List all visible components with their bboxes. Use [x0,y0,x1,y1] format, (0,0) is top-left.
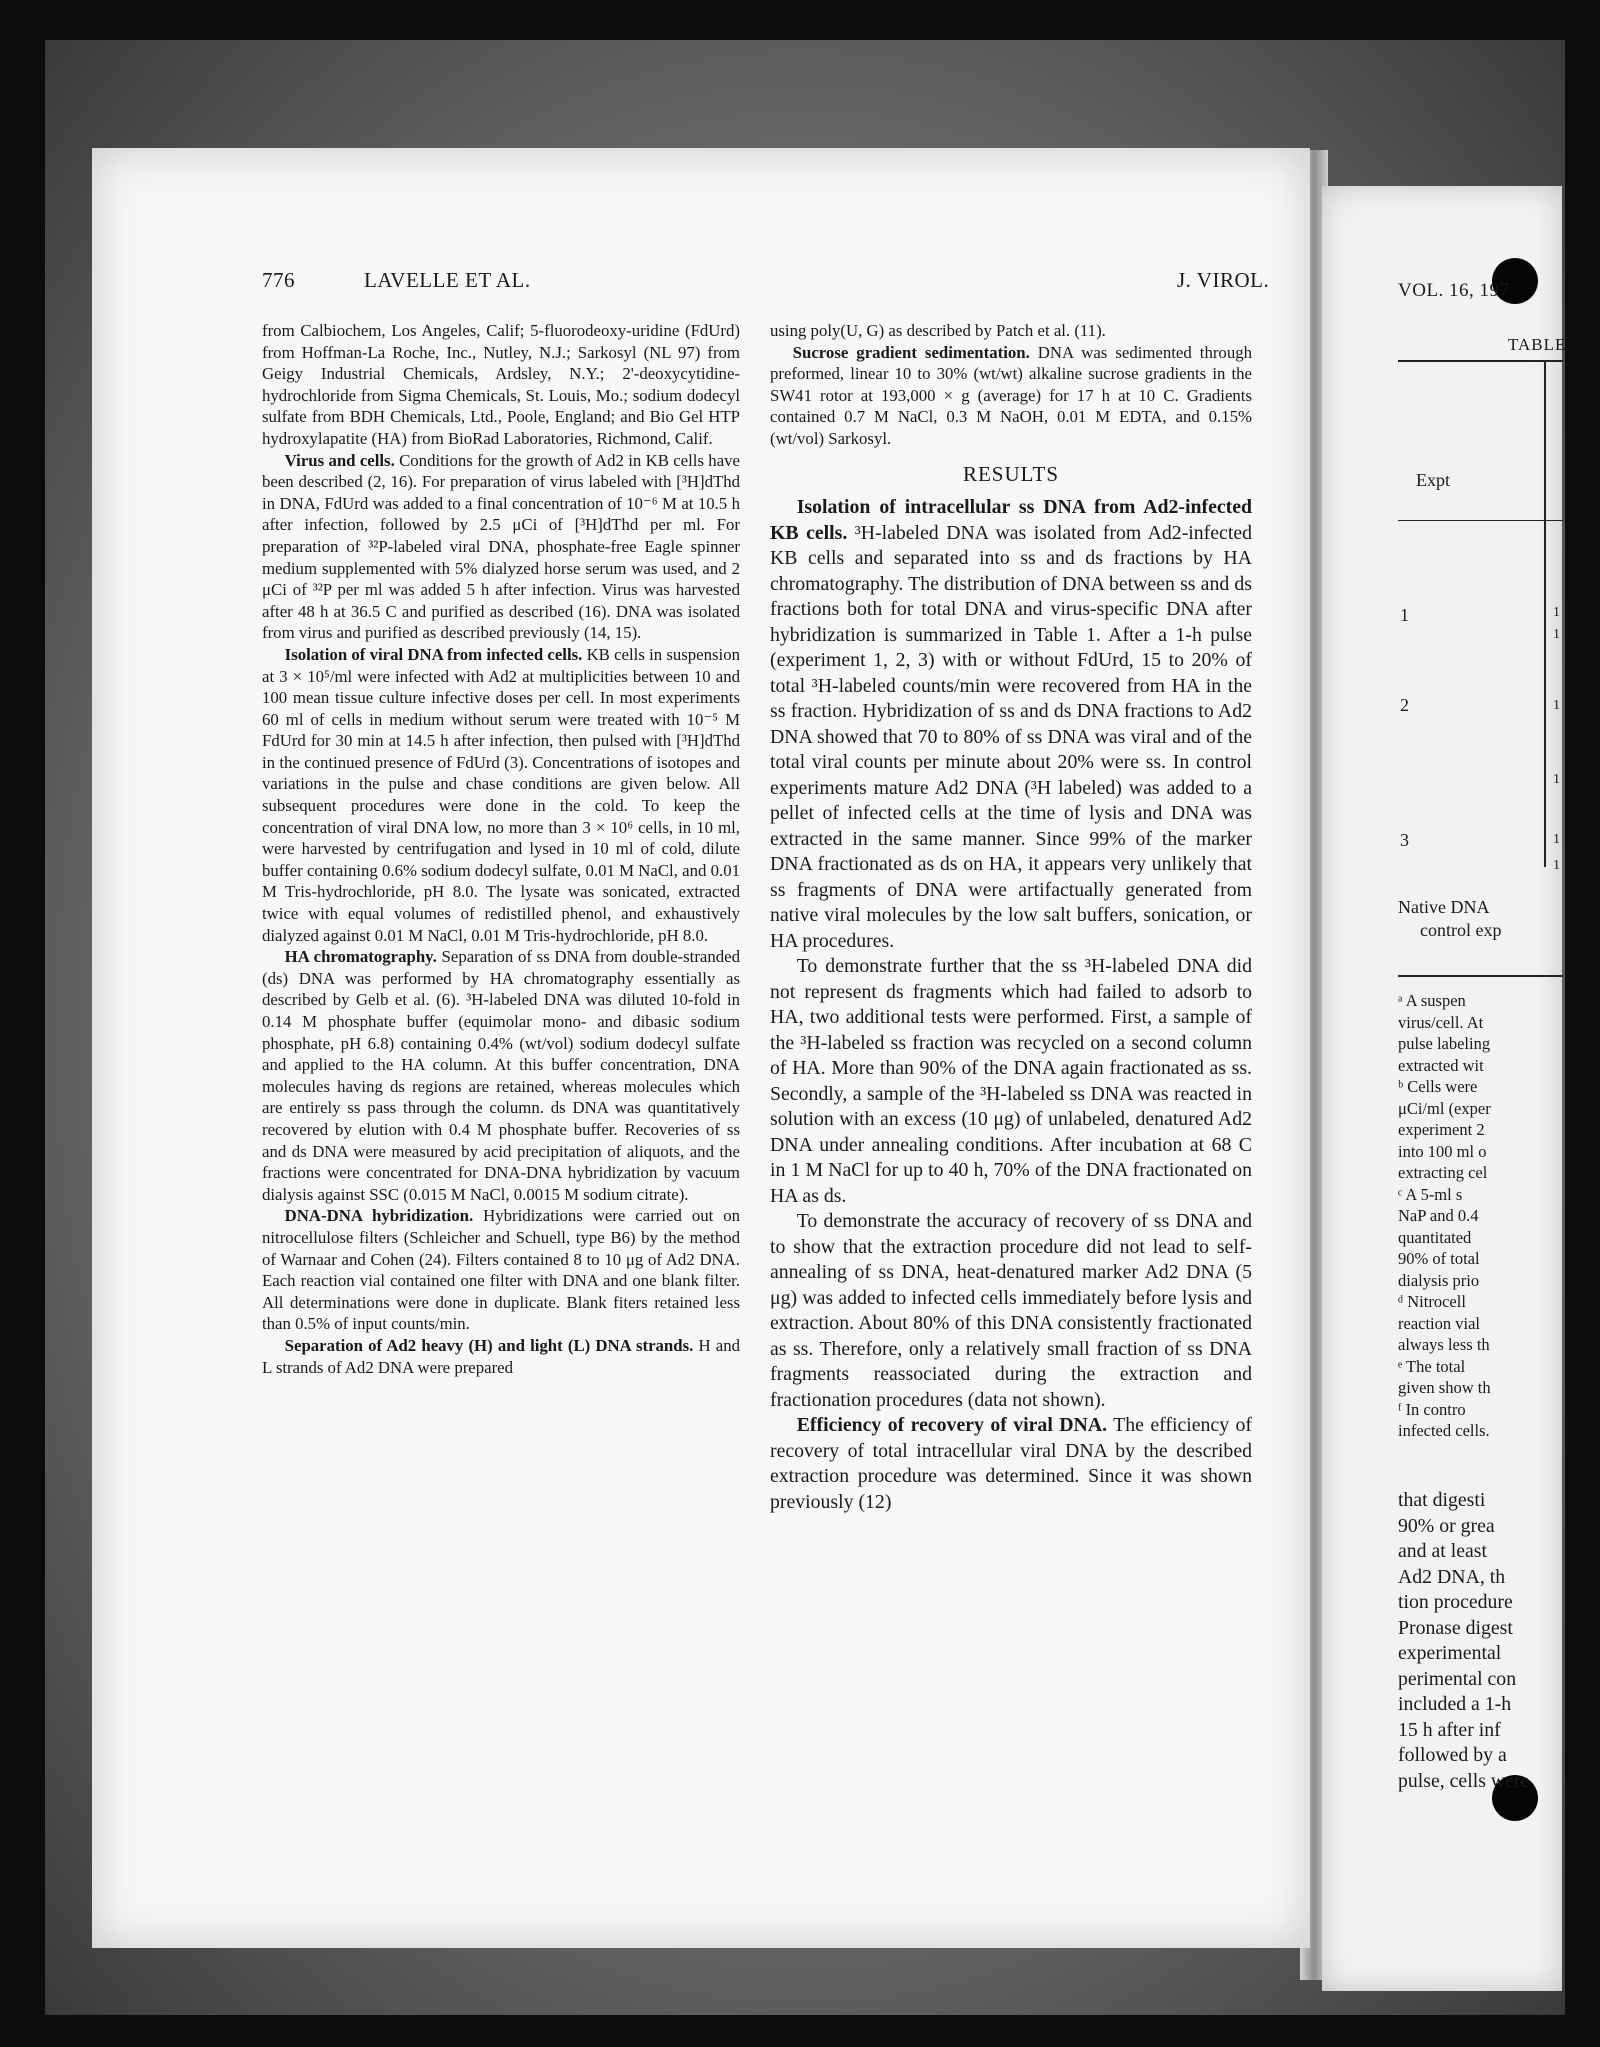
table-cell-fragment: 1 [1553,832,1560,847]
paragraph: from Calbiochem, Los Angeles, Calif; 5-fluorodeoxy-uridine (FdUrd) from Hoffman-La Roche, Inc., Nutley, N.J.; Sarkosyl (NL 97) from Geigy Industrial Chemicals, Ardsley, N.Y.; 2'-deoxycytidine-hydrochloride from Sigma Chemicals, St. Louis, Mo.; sodium dodecyl sulfate from BDH Chemicals, Ltd., Poole, England; and Bio Gel HTP hydroxylapatite (HA) from BioRad Laboratories, Richmond, Calif. [262,321,740,448]
table-row-2: 2 [1400,695,1409,715]
running-authors: LAVELLE ET AL. [364,268,531,292]
table-rule-bottom [1398,975,1563,977]
paragraph: Sucrose gradient sedimentation. DNA was sedimented through preformed, linear 10 to 30% (wt/wt) alkaline sucrose gradients in the SW41 rotor at 193,000 × g (average) for 17 h at 10 C. Gradients contained 0.7 M NaCl, 0.3 M NaOH, 0.01 M EDTA, and 0.15% (wt/vol) Sarkosyl. [770,342,1252,448]
right-column [770,320,1252,1515]
table-footnotes: ᵃ A suspen virus/cell. At pulse labeling extracted wit ᵇ Cells were μCi/ml (exper experiment 2 into 100 ml o extracting cel ᶜ A 5-ml s NaP and 0.4 quantitated 90% of total dialysis prio ᵈ Nitrocell reaction vial always less th ᵉ The total given show th ᶠ In contro infected cells. [1398,991,1491,1440]
table-rule-top [1398,360,1563,362]
table-cell-fragment: 1 [1553,772,1560,787]
table-column-rule [1544,362,1546,867]
table-cell-fragment: 1 [1553,627,1560,642]
paragraph: Isolation of intracellular ss DNA from Ad2-infected KB cells. ³H-labeled DNA was isolated from Ad2-infected KB cells and separated into ss and ds fractions by HA chromatography. The distribution of DNA between ss and ds fractions both for total DNA and virus-specific DNA after hybridization is summarized in Table 1. After a 1-h pulse (experiment 1, 2, 3) with or without FdUrd, 15 to 20% of total ³H-labeled counts/min were recovered from HA in the ss fraction. Hybridization of ss and ds DNA fractions to Ad2 DNA showed that 70 to 80% of ss DNA was viral and of the total viral counts per minute about 20% were ss. In control experiments mature Ad2 DNA (³H labeled) was added to a pellet of infected cells at the time of lysis and DNA was extracted in the same manner. Since 99% of the marker DNA fractionated as ds on HA, it appears very unlikely that ss fragments of DNA were artifactually generated from native viral molecules by the low salt buffers, sonication, or HA procedures. [770,496,1252,952]
facing-table-title: TABLE [1508,335,1567,354]
paragraph: Efficiency of recovery of viral DNA. The efficiency of recovery of total intracellular viral DNA by the described extraction procedure was determined. Since it was shown previously (12) [770,1414,1253,1513]
table-cell-fragment: 1 [1553,858,1560,873]
table-cell-fragment: 1 [1553,605,1560,620]
table-row-1: 1 [1400,605,1409,625]
paragraph: To demonstrate further that the ss ³H-labeled DNA did not represent ds fragments which had failed to adsorb to HA, two additional tests were performed. First, a sample of the ³H-labeled ss fraction was recycled on a second column of HA. More than 90% of the DNA again fractionated as ss. Secondly, a sample of the ³H-labeled ss DNA was reacted in solution with an excess (10 μg) of unlabeled, denatured Ad2 DNA under annealing conditions. After incubation at 68 C in 1 M NaCl for up to 40 h, 70% of the DNA fractionated on HA as ds. [770,955,1252,1207]
table-cell-fragment: 1 [1553,698,1560,713]
paragraph: DNA-DNA hybridization. Hybridizations were carried out on nitrocellulose filters (Schleicher and Schuell, type B6) by the method of Warnaar and Cohen (24). Filters contained 8 to 10 μg of Ad2 DNA. Each reaction vial contained one filter with DNA and one blank filter. All determinations were done in duplicate. Blank fiters retained less than 0.5% of input counts/min. [262,1206,740,1334]
results-heading: RESULTS [962,461,1060,486]
table-col-header: Expt [1416,470,1450,490]
table-native-label-2: control exp [1420,920,1502,940]
paragraph: HA chromatography. Separation of ss DNA from double-stranded (ds) DNA was performed by HA chromatography essentially as described by Gelb et al. (6). ³H-labeled DNA was diluted 10-fold in 0.14 M phosphate buffer (equimolar mono- and dibasic sodium phosphate, pH 6.8) containing 0.4% (wt/vol) sodium dodecyl sulfate and applied to the HA column. At this buffer concentration, DNA molecules having ds regions are retained, whereas molecules which are entirely ss pass through the column. ds DNA was quantitatively recovered by elution with 0.4 M phosphate buffer. Recoveries of ss and ds DNA were measured by acid precipitation of aliquots, and the fractions were concentrated for DNA-DNA hybridization by vacuum dialysis against SSC (0.015 M NaCl, 0.0015 M sodium citrate). [262,947,740,1204]
paragraph: Virus and cells. Conditions for the growth of Ad2 in KB cells have been described (2, 16). For preparation of virus labeled with [³H]dThd in DNA, FdUrd was added to a final concentration of 10⁻⁶ M at 10.5 h after infection, followed by 2.5 μCi of [³H]dThd per ml. For preparation of ³²P-labeled viral DNA, phosphate-free Eagle spinner medium supplemented with 5% dialyzed horse serum was used, and 2 μCi of ³²P per ml was added 5 h after infection. Virus was harvested after 48 h at 36.5 C and purified as described (16). DNA was isolated from virus and purified as described previously (14, 15). [262,450,740,643]
paragraph: To demonstrate the accuracy of recovery of ss DNA and to show that the extraction procedure did not lead to self-annealing of ss DNA, heat-denatured marker Ad2 DNA (5 μg) was added to infected cells immediately before lysis and extraction. About 80% of this DNA consistently fractionated as ss. Therefore, only a relatively small fraction of ss DNA fragments reassociated during the extraction and fractionation procedures (data not shown). [770,1210,1252,1411]
facing-body-text: that digesti 90% or grea and at least Ad2 DNA, th tion procedure Pronase digest experimental perimental con included a 1-h 15 h after inf followed by a pulse, cells were [1398,1489,1530,1792]
left-column [262,320,740,1378]
table-native-label: Native DNA [1398,897,1490,917]
paragraph: Separation of Ad2 heavy (H) and light (L) DNA strands. H and L strands of Ad2 DNA were prepared [262,1335,740,1377]
paragraph: using poly(U, G) as described by Patch et al. (11). [770,321,1106,340]
page-number: 776 [262,268,295,292]
running-journal: J. VIROL. [1177,268,1270,292]
paragraph: Isolation of viral DNA from infected cells. KB cells in suspension at 3 × 10⁵/ml were infected with Ad2 at multiplicities between 10 and 100 mean tissue culture infective doses per cell. In most experiments 60 ml of cells in medium without serum were treated with 10⁻⁵ M FdUrd for 30 min at 14.5 h after infection, then pulsed with [³H]dThd in the continued presence of FdUrd (3). Concentrations of isotopes and variations in the pulse and chase conditions are given below. All subsequent procedures were done in the cold. To keep the concentration of viral DNA low, no more than 3 × 10⁶ cells, in 10 ml, were harvested by centrifugation and lysed in 10 ml of cold, dilute buffer containing 0.6% sodium dodecyl sulfate, 0.01 M NaCl, and 0.01 M Tris-hydrochloride, pH 8.0. The lysate was sonicated, extracted twice with equal volumes of redistilled phenol, and exhaustively dialyzed against 0.01 M NaCl, 0.01 M Tris-hydrochloride, pH 8.0. [262,644,740,945]
table-rule-mid [1398,520,1563,521]
facing-header: VOL. 16, 197 [1398,280,1510,301]
table-row-3: 3 [1400,830,1409,850]
